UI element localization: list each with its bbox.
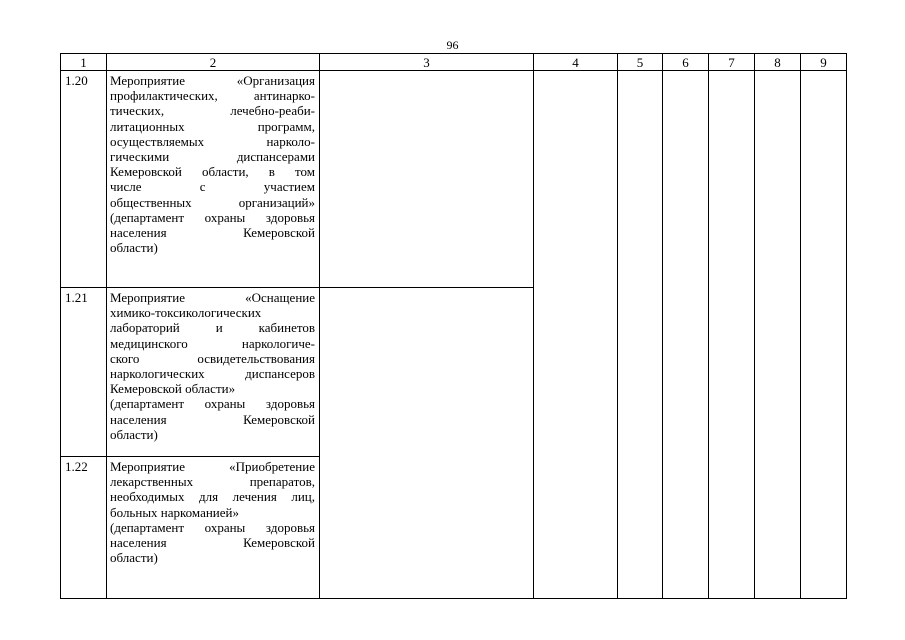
description-line: населения Кемеровской: [110, 225, 315, 241]
description-line: литационных программ,: [110, 118, 315, 134]
column-4-cell: [534, 71, 618, 599]
column-header-5: 5: [618, 54, 663, 71]
description-line: осуществляемых нарколо-: [110, 133, 315, 149]
row-description: [107, 71, 320, 288]
description-line: (департамент охраны здоровья: [110, 519, 315, 535]
row-number: 1.20: [61, 71, 107, 288]
column-header-9: 9: [801, 54, 847, 71]
row-number: 1.21: [61, 288, 107, 457]
description-line: населения Кемеровской: [110, 535, 315, 551]
row-description: [107, 288, 320, 457]
description-line: ского освидетельствования: [110, 350, 315, 366]
page-number: 96: [446, 38, 459, 52]
column-header-4: 4: [534, 54, 618, 71]
description-line: профилактических, антинарко-: [110, 88, 315, 104]
description-line: химико-токсикологических: [110, 305, 262, 321]
column-header-8: 8: [755, 54, 801, 71]
description-line: области): [110, 240, 158, 256]
column-9-cell: [801, 71, 847, 599]
column-6-cell: [663, 71, 709, 599]
description-line: тических, лечебно-реаби-: [110, 103, 315, 119]
program-table: [60, 53, 847, 599]
description-line: общественных организаций»: [110, 194, 315, 210]
description-line: (департамент охраны здоровья: [110, 209, 315, 225]
column-header-1: 1: [61, 54, 107, 71]
description-line: лабораторий и кабинетов: [110, 320, 315, 336]
description-line: больных наркоманией»: [110, 504, 239, 520]
row-number: 1.22: [61, 457, 107, 599]
description-line: наркологических диспансеров: [110, 366, 315, 382]
description-line: Кемеровской области, в том: [110, 164, 315, 180]
description-line: медицинского наркологиче-: [110, 335, 315, 351]
column-header-7: 7: [709, 54, 755, 71]
column-header-6: 6: [663, 54, 709, 71]
column-header-3: 3: [320, 54, 534, 71]
description-line: гическими диспансерами: [110, 149, 315, 165]
description-line: Мероприятие «Оснащение: [110, 290, 315, 305]
column-3-cell: [320, 288, 534, 599]
description-line: области): [110, 426, 158, 442]
description-line: Кемеровской области»: [110, 381, 236, 397]
header-row: [61, 54, 847, 71]
column-3-cell: [320, 71, 534, 288]
column-header-2: 2: [107, 54, 320, 71]
row-description: [107, 457, 320, 599]
column-5-cell: [618, 71, 663, 599]
description-line: области): [110, 550, 158, 566]
description-line: необходимых для лечения лиц,: [110, 489, 315, 505]
column-7-cell: [709, 71, 755, 599]
description-line: (департамент охраны здоровья: [110, 396, 315, 412]
description-line: Мероприятие «Организация: [110, 73, 315, 88]
description-line: населения Кемеровской: [110, 411, 315, 427]
table-row: [61, 71, 847, 288]
description-line: числе с участием: [110, 179, 315, 195]
column-8-cell: [755, 71, 801, 599]
description-line: Мероприятие «Приобретение: [110, 459, 315, 474]
description-line: лекарственных препаратов,: [110, 474, 315, 490]
